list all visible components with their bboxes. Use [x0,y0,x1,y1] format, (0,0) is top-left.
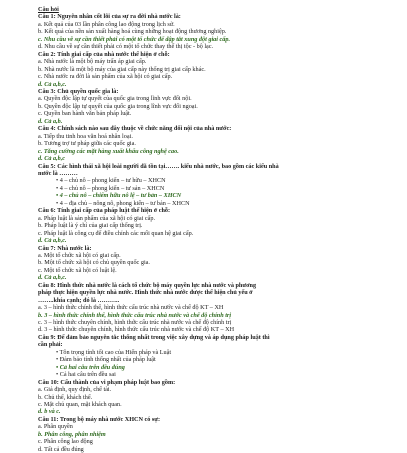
answer-line: • Tôn trọng tính tối cao của Hiến pháp và Luật [56,348,172,356]
question-line: Câu 4: Chính sách nào sau đây thuộc về chức năng đối nội của nhà nước: [38,125,232,133]
answer-line: a. Nhà nước là một bộ máy trấn áp giai cấp. [38,58,147,66]
answer-line: d. Cả a,b,c. [38,237,67,245]
answer-line: b. Phân công, phân nhiệm [38,430,106,438]
question-line: Câu 1: Nguyên nhân cốt lõi của sự ra đời nhà nước là: [38,13,181,21]
answer-line: c. 3 – hình thức chuyên chính, hình thức cấu trúc nhà nước và chế độ chính trị [38,319,232,327]
answer-line: • Đảm bảo tính thống nhất của pháp luật [56,356,156,364]
answer-line: d. Tất cả đều đúng [38,445,84,453]
question-line: Câu 11: Trong bộ máy nhà nước XHCN có sự: [38,415,161,423]
answer-line: c. Tăng cường các mặt hàng xuất khẩu công nghệ cao. [38,147,179,155]
question-line: Câu 6: Tính giai cấp của pháp luật thể hiện ở chỗ: [38,207,171,215]
question-line: Câu 5: Các hình thái xã hội loài người đã tồn tại……. kiểu nhà nước, bao gồm các kiểu nhà [38,162,279,170]
answer-line: b. Kết quả của nền sản xuất hàng hoá cùng những hoạt động thương nghiệp. [38,28,227,36]
answer-line: b. Quyền độc lập tự quyết của quốc gia trong lĩnh vực đối ngoại. [38,102,198,110]
answer-line: a. Một tổ chức xã hội có giai cấp. [38,251,121,259]
answer-line: • 4 – địa chủ – nông nô, phong kiến – tư bản – XHCN [56,199,190,207]
section-heading: Câu hỏi [38,6,59,13]
answer-line: b. Tương trợ tư pháp giữa các quốc gia. [38,140,136,148]
question-list [38,13,397,453]
answer-line: ……..khía cạnh; đó là ……….. [38,296,120,304]
answer-line: d. Cả a,b,c. [38,274,67,282]
answer-line: d. 3 – hình thức chuyên chính, hình thức cấu trúc nhà nước và chế độ KT – XH [38,326,235,334]
question-line: Câu 9: Để đảm bảo nguyên tắc thống nhất trong việc xây dựng và áp dụng pháp luật thì [38,333,270,341]
answer-line: a. Kết quả của 03 lần phân công lao động trong lịch sử. [38,20,175,28]
answer-line: d. Nhu cầu về sự cần thiết phải có một tổ chức thay thế thị tộc - bộ lạc. [38,43,214,51]
answer-line: c. Phân công lao động [38,438,93,446]
answer-line: • 4 – chủ nô – chiếm hữu nô lệ – tư bản – XHCN [56,192,182,200]
answer-line: b. Chủ thể, khách thể. [38,393,93,401]
answer-line: pháp thực hiện quyền lực nhà nước. Hình thức nhà nước được thể hiện chủ yếu ở [38,289,253,297]
answer-line: c. Quyền ban hành văn bản pháp luật. [38,110,132,118]
question-line: Câu 7: Nhà nước là: [38,244,92,252]
answer-line: • Cả hai câu trên đều đúng [56,363,125,371]
answer-line: b. Một tổ chức xã hội có chủ quyền quốc gia. [38,259,150,267]
answer-line: d. Cả a,b,c [38,155,65,163]
answer-line: c. Pháp luật là công cụ để điều chỉnh các mối quan hệ giai cấp. [38,229,194,237]
answer-line: • Cả hai câu trên đều sai [56,371,116,379]
answer-line: a. Phân quyền [38,423,73,431]
question-line: Câu 8: Hình thức nhà nước là cách tổ chức bộ máy quyền lực nhà nước và phương [38,281,257,289]
answer-line: nước là ……… [38,169,78,177]
answer-line: c. Mặt chủ quan, mặt khách quan. [38,401,122,409]
answer-line: a. Quyền độc lập tự quyết của quốc gia trong lĩnh vực đối nội. [38,95,192,103]
answer-line: a. Pháp luật là sản phẩm của xã hội có giai cấp. [38,214,156,222]
answer-line: c. Một tổ chức xã hội có luật lệ. [38,266,117,274]
answer-line: c. Nhà nước ra đời là sản phẩm của xã hội có giai cấp. [38,73,173,81]
answer-line: a. 3 – hình thức chính thể, hình thức cấu trúc nhà nước và chế độ KT – XH [38,304,224,312]
answer-line: b. Nhà nước là một bộ máy của giai cấp này thống trị giai cấp khác. [38,65,206,73]
answer-line: b. 3 – hình thức chính thể, hình thức cấu trúc nhà nước và chế độ chính trị [38,311,232,319]
answer-line: c. Nhu cầu về sự cần thiết phải có một tổ chức để dập tắt xung đột giai cấp. [38,35,231,43]
answer-line: cần phải: [38,341,63,349]
answer-line: • 4 – chủ nô – phong kiến – tư hữu – XHCN [56,177,166,185]
answer-line: b. Pháp luật là ý chí của giai cấp thống trị. [38,222,143,230]
answer-line: d. b và c. [38,408,61,416]
answer-line: d. Cả a,b. [38,117,63,125]
question-line: Câu 3: Chủ quyền quốc gia là: [38,87,119,95]
question-line: Câu 2: Tính giai cấp của nhà nước thể hiện ở chỗ: [38,50,170,58]
question-line: Câu 10: Cấu thành của vi phạm pháp luật bao gồm: [38,378,176,386]
answer-line: d. Cả a,b,c. [38,80,67,88]
answer-line: a. Giả định, quy định, chế tài. [38,386,112,394]
answer-line: a. Tiếp thu tinh hoa văn hoá nhân loại. [38,132,133,140]
answer-line: • 4 – chủ nô – phong kiến – tư sản – XHCN [56,184,165,192]
